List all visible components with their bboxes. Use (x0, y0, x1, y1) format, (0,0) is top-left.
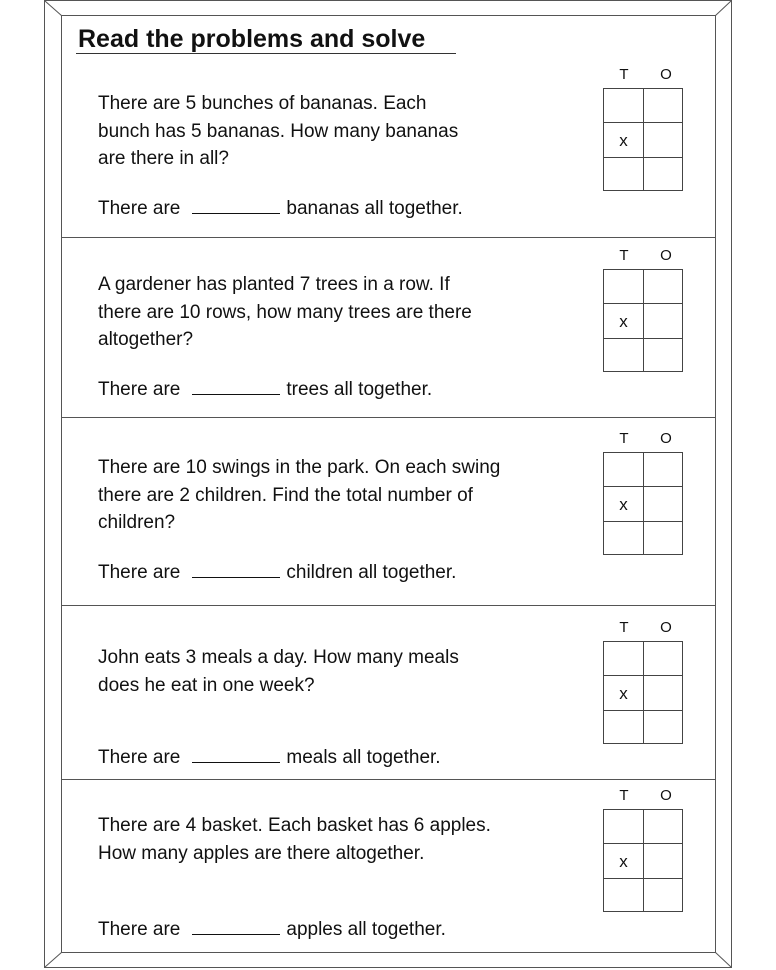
tens-label: T (619, 66, 629, 83)
tens-ones-header (604, 66, 684, 86)
tens-label: T (619, 619, 629, 636)
tens-ones-grid[interactable] (603, 809, 683, 912)
answer-sentence (98, 916, 446, 942)
regroup-mark: x (619, 495, 628, 514)
answer-sentence (98, 559, 456, 585)
regroup-mark: x (619, 684, 628, 703)
ones-label: O (660, 430, 672, 447)
answer-suffix: children all together. (286, 562, 457, 583)
regroup-mark: x (619, 852, 628, 871)
answer-blank[interactable] (192, 195, 280, 214)
answer-prefix: There are (98, 198, 181, 219)
answer-blank[interactable] (192, 916, 280, 935)
regroup-mark: x (619, 312, 628, 331)
answer-suffix: bananas all together. (286, 198, 463, 219)
tens-ones-header (604, 787, 684, 807)
section-divider (62, 779, 715, 780)
title-underline (76, 53, 456, 54)
answer-prefix: There are (98, 562, 181, 583)
problem-text: John eats 3 meals a day. How many meals does he eat in one week? (98, 647, 459, 696)
answer-prefix: There are (98, 747, 181, 768)
answer-prefix: There are (98, 379, 181, 400)
tens-ones-header (604, 247, 684, 267)
problem-text: There are 5 bunches of bananas. Each bunch has 5 bananas. How many bananas are there in all? (98, 93, 459, 169)
answer-suffix: apples all together. (286, 919, 446, 940)
answer-blank[interactable] (192, 376, 280, 395)
answer-sentence (98, 744, 441, 770)
answer-suffix: trees all together. (286, 379, 433, 400)
ones-label: O (660, 66, 672, 83)
tens-ones-header (604, 619, 684, 639)
worksheet-title: Read the problems and solve (78, 25, 426, 53)
tens-label: T (619, 787, 629, 804)
section-divider (62, 417, 715, 418)
tens-ones-grid[interactable] (603, 641, 683, 744)
section-divider (62, 237, 715, 238)
tens-label: T (619, 430, 629, 447)
tens-ones-header (604, 430, 684, 450)
ones-label: O (660, 247, 672, 264)
answer-suffix: meals all together. (286, 747, 441, 768)
problem-text: A gardener has planted 7 trees in a row. If there are 10 rows, how many trees are there altogether? (98, 274, 472, 350)
section-divider (62, 605, 715, 606)
ones-label: O (660, 619, 672, 636)
tens-ones-grid[interactable] (603, 269, 683, 372)
tens-ones-grid[interactable] (603, 88, 683, 191)
problem-text: There are 10 swings in the park. On each swing there are 2 children. Find the total number of children? (98, 457, 501, 533)
problem-text: There are 4 basket. Each basket has 6 apples. How many apples are there altogether. (98, 815, 491, 864)
tens-label: T (619, 247, 629, 264)
tens-ones-grid[interactable] (603, 452, 683, 555)
answer-sentence (98, 195, 463, 221)
answer-blank[interactable] (192, 744, 280, 763)
answer-blank[interactable] (192, 559, 280, 578)
regroup-mark: x (619, 131, 628, 150)
answer-prefix: There are (98, 919, 181, 940)
ones-label: O (660, 787, 672, 804)
answer-sentence (98, 376, 432, 402)
